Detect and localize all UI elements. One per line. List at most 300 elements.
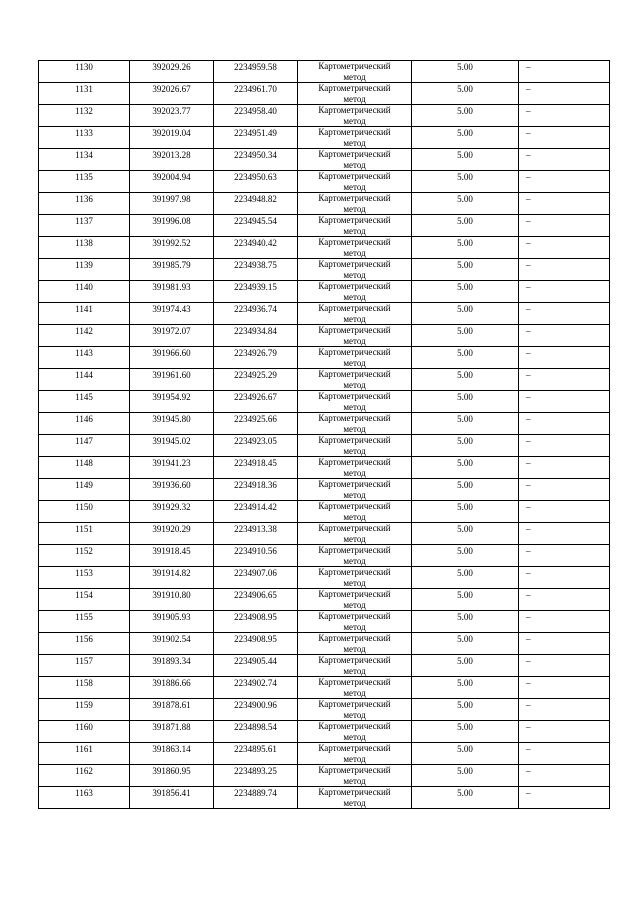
x-coordinate-cell xyxy=(130,149,214,171)
accuracy-cell xyxy=(412,479,519,501)
method-cell xyxy=(298,149,412,171)
note-value: – xyxy=(526,722,531,732)
method-line-2: метод xyxy=(343,203,366,214)
note-cell xyxy=(519,193,610,215)
x-coordinate-cell xyxy=(130,501,214,523)
x-coordinate: 392013.28 xyxy=(152,150,191,160)
x-coordinate: 392019.04 xyxy=(152,128,191,138)
x-coordinate: 391871.88 xyxy=(152,722,191,732)
method-cell xyxy=(298,523,412,545)
x-coordinate: 391920.29 xyxy=(152,524,191,534)
table-row xyxy=(39,149,610,171)
accuracy-value: 5.00 xyxy=(457,216,473,226)
table-row xyxy=(39,237,610,259)
method-line-2: метод xyxy=(343,423,366,434)
table-row xyxy=(39,501,610,523)
point-number: 1160 xyxy=(75,722,93,732)
method-line-2: метод xyxy=(343,599,366,610)
y-coordinate-cell xyxy=(214,523,298,545)
accuracy-value: 5.00 xyxy=(457,546,473,556)
table-row xyxy=(39,391,610,413)
y-coordinate: 2234893.25 xyxy=(234,766,277,776)
y-coordinate-cell xyxy=(214,655,298,677)
table-row xyxy=(39,127,610,149)
method-line-1: Картометрический xyxy=(318,523,391,533)
accuracy-cell xyxy=(412,237,519,259)
point-number-cell xyxy=(39,171,130,193)
point-number: 1154 xyxy=(75,590,93,600)
method-line-1: Картометрический xyxy=(318,699,391,709)
method-line-2: метод xyxy=(343,753,366,764)
accuracy-cell xyxy=(412,655,519,677)
note-value: – xyxy=(526,634,531,644)
accuracy-value: 5.00 xyxy=(457,106,473,116)
coordinates-table-body xyxy=(39,61,610,809)
note-value: – xyxy=(526,238,531,248)
method-line-1: Картометрический xyxy=(318,743,391,753)
point-number: 1148 xyxy=(75,458,93,468)
note-value: – xyxy=(526,458,531,468)
y-coordinate: 2234910.56 xyxy=(234,546,277,556)
x-coordinate: 391893.34 xyxy=(152,656,191,666)
table-row xyxy=(39,171,610,193)
accuracy-value: 5.00 xyxy=(457,568,473,578)
y-coordinate-cell xyxy=(214,281,298,303)
y-coordinate: 2234938.75 xyxy=(234,260,277,270)
y-coordinate-cell xyxy=(214,193,298,215)
point-number: 1145 xyxy=(75,392,93,402)
method-cell xyxy=(298,61,412,83)
x-coordinate: 391929.32 xyxy=(152,502,191,512)
x-coordinate-cell xyxy=(130,215,214,237)
note-cell xyxy=(519,589,610,611)
method-cell xyxy=(298,633,412,655)
note-cell xyxy=(519,347,610,369)
y-coordinate-cell xyxy=(214,479,298,501)
accuracy-value: 5.00 xyxy=(457,722,473,732)
note-cell xyxy=(519,259,610,281)
accuracy-cell xyxy=(412,281,519,303)
note-cell xyxy=(519,479,610,501)
x-coordinate: 391945.80 xyxy=(152,414,191,424)
y-coordinate-cell xyxy=(214,61,298,83)
note-cell xyxy=(519,457,610,479)
point-number-cell xyxy=(39,61,130,83)
method-cell xyxy=(298,479,412,501)
x-coordinate: 391966.60 xyxy=(152,348,191,358)
point-number: 1155 xyxy=(75,612,93,622)
method-cell xyxy=(298,655,412,677)
x-coordinate-cell xyxy=(130,413,214,435)
method-line-1: Картометрический xyxy=(318,127,391,137)
point-number: 1152 xyxy=(75,546,93,556)
accuracy-value: 5.00 xyxy=(457,524,473,534)
note-cell xyxy=(519,545,610,567)
y-coordinate-cell xyxy=(214,677,298,699)
method-line-1: Картометрический xyxy=(318,303,391,313)
point-number: 1162 xyxy=(75,766,93,776)
y-coordinate: 2234961.70 xyxy=(234,84,277,94)
method-line-1: Картометрический xyxy=(318,457,391,467)
point-number-cell xyxy=(39,501,130,523)
accuracy-value: 5.00 xyxy=(457,326,473,336)
accuracy-value: 5.00 xyxy=(457,458,473,468)
y-coordinate: 2234958.40 xyxy=(234,106,277,116)
y-coordinate-cell xyxy=(214,325,298,347)
point-number-cell xyxy=(39,237,130,259)
note-value: – xyxy=(526,370,531,380)
method-line-2: метод xyxy=(343,137,366,148)
note-cell xyxy=(519,215,610,237)
point-number-cell xyxy=(39,303,130,325)
note-value: – xyxy=(526,612,531,622)
point-number: 1158 xyxy=(75,678,93,688)
accuracy-cell xyxy=(412,193,519,215)
note-value: – xyxy=(526,436,531,446)
x-coordinate: 391992.52 xyxy=(152,238,191,248)
x-coordinate: 392004.94 xyxy=(152,172,191,182)
accuracy-value: 5.00 xyxy=(457,150,473,160)
table-row xyxy=(39,677,610,699)
x-coordinate-cell xyxy=(130,347,214,369)
table-row xyxy=(39,699,610,721)
table-row xyxy=(39,105,610,127)
point-number-cell xyxy=(39,655,130,677)
note-value: – xyxy=(526,150,531,160)
method-line-2: метод xyxy=(343,335,366,346)
method-line-2: метод xyxy=(343,379,366,390)
method-line-1: Картометрический xyxy=(318,83,391,93)
method-line-1: Картометрический xyxy=(318,721,391,731)
x-coordinate-cell xyxy=(130,281,214,303)
y-coordinate: 2234898.54 xyxy=(234,722,277,732)
x-coordinate: 391941.23 xyxy=(152,458,191,468)
point-number-cell xyxy=(39,479,130,501)
accuracy-value: 5.00 xyxy=(457,172,473,182)
x-coordinate-cell xyxy=(130,787,214,809)
y-coordinate: 2234918.45 xyxy=(234,458,277,468)
point-number: 1136 xyxy=(75,194,93,204)
point-number: 1151 xyxy=(75,524,93,534)
method-line-2: метод xyxy=(343,709,366,720)
note-cell xyxy=(519,325,610,347)
method-line-1: Картометрический xyxy=(318,105,391,115)
accuracy-value: 5.00 xyxy=(457,348,473,358)
x-coordinate: 391954.92 xyxy=(152,392,191,402)
method-line-2: метод xyxy=(343,291,366,302)
note-cell xyxy=(519,765,610,787)
note-cell xyxy=(519,611,610,633)
accuracy-value: 5.00 xyxy=(457,260,473,270)
accuracy-cell xyxy=(412,721,519,743)
y-coordinate-cell xyxy=(214,699,298,721)
note-cell xyxy=(519,655,610,677)
method-line-1: Картометрический xyxy=(318,479,391,489)
method-line-2: метод xyxy=(343,533,366,544)
point-number-cell xyxy=(39,787,130,809)
accuracy-cell xyxy=(412,611,519,633)
point-number: 1133 xyxy=(75,128,93,138)
point-number: 1134 xyxy=(75,150,93,160)
method-cell xyxy=(298,457,412,479)
accuracy-value: 5.00 xyxy=(457,744,473,754)
note-cell xyxy=(519,567,610,589)
method-cell xyxy=(298,127,412,149)
note-value: – xyxy=(526,62,531,72)
x-coordinate: 391878.61 xyxy=(152,700,191,710)
accuracy-cell xyxy=(412,105,519,127)
point-number-cell xyxy=(39,699,130,721)
y-coordinate: 2234902.74 xyxy=(234,678,277,688)
method-line-1: Картометрический xyxy=(318,501,391,511)
accuracy-cell xyxy=(412,787,519,809)
y-coordinate: 2234936.74 xyxy=(234,304,277,314)
accuracy-value: 5.00 xyxy=(457,766,473,776)
method-line-1: Картометрический xyxy=(318,215,391,225)
x-coordinate-cell xyxy=(130,83,214,105)
y-coordinate: 2234939.15 xyxy=(234,282,277,292)
accuracy-value: 5.00 xyxy=(457,788,473,798)
note-value: – xyxy=(526,766,531,776)
method-cell xyxy=(298,721,412,743)
note-value: – xyxy=(526,348,531,358)
method-line-2: метод xyxy=(343,511,366,522)
note-cell xyxy=(519,523,610,545)
method-line-2: метод xyxy=(343,489,366,500)
accuracy-cell xyxy=(412,303,519,325)
accuracy-value: 5.00 xyxy=(457,194,473,204)
note-value: – xyxy=(526,480,531,490)
note-value: – xyxy=(526,84,531,94)
table-row xyxy=(39,589,610,611)
table-row xyxy=(39,567,610,589)
method-line-1: Картометрический xyxy=(318,765,391,775)
method-cell xyxy=(298,281,412,303)
accuracy-cell xyxy=(412,457,519,479)
method-line-2: метод xyxy=(343,467,366,478)
x-coordinate-cell xyxy=(130,589,214,611)
point-number: 1161 xyxy=(75,744,93,754)
table-row xyxy=(39,61,610,83)
point-number-cell xyxy=(39,325,130,347)
method-cell xyxy=(298,611,412,633)
table-row xyxy=(39,281,610,303)
note-cell xyxy=(519,83,610,105)
table-row xyxy=(39,633,610,655)
x-coordinate: 391863.14 xyxy=(152,744,191,754)
method-line-2: метод xyxy=(343,115,366,126)
y-coordinate: 2234914.42 xyxy=(234,502,277,512)
note-value: – xyxy=(526,216,531,226)
table-row xyxy=(39,83,610,105)
accuracy-cell xyxy=(412,391,519,413)
x-coordinate: 391905.93 xyxy=(152,612,191,622)
accuracy-cell xyxy=(412,633,519,655)
accuracy-value: 5.00 xyxy=(457,282,473,292)
note-value: – xyxy=(526,282,531,292)
accuracy-cell xyxy=(412,765,519,787)
method-line-2: метод xyxy=(343,247,366,258)
y-coordinate-cell xyxy=(214,127,298,149)
y-coordinate-cell xyxy=(214,171,298,193)
y-coordinate-cell xyxy=(214,83,298,105)
y-coordinate: 2234926.67 xyxy=(234,392,277,402)
point-number: 1159 xyxy=(75,700,93,710)
method-line-2: метод xyxy=(343,687,366,698)
method-line-2: метод xyxy=(343,731,366,742)
y-coordinate-cell xyxy=(214,237,298,259)
method-line-1: Картометрический xyxy=(318,413,391,423)
method-line-2: метод xyxy=(343,357,366,368)
point-number-cell xyxy=(39,193,130,215)
accuracy-cell xyxy=(412,325,519,347)
point-number: 1149 xyxy=(75,480,93,490)
y-coordinate-cell xyxy=(214,149,298,171)
x-coordinate-cell xyxy=(130,765,214,787)
x-coordinate-cell xyxy=(130,567,214,589)
accuracy-value: 5.00 xyxy=(457,62,473,72)
x-coordinate-cell xyxy=(130,193,214,215)
point-number: 1143 xyxy=(75,348,93,358)
method-line-1: Картометрический xyxy=(318,677,391,687)
x-coordinate-cell xyxy=(130,523,214,545)
accuracy-cell xyxy=(412,589,519,611)
note-value: – xyxy=(526,568,531,578)
x-coordinate-cell xyxy=(130,457,214,479)
point-number-cell xyxy=(39,105,130,127)
method-line-1: Картометрический xyxy=(318,545,391,555)
y-coordinate: 2234925.66 xyxy=(234,414,277,424)
point-number: 1132 xyxy=(75,106,93,116)
point-number: 1130 xyxy=(75,62,93,72)
note-value: – xyxy=(526,502,531,512)
method-line-2: метод xyxy=(343,181,366,192)
y-coordinate: 2234908.95 xyxy=(234,612,277,622)
method-line-1: Картометрический xyxy=(318,567,391,577)
method-cell xyxy=(298,259,412,281)
y-coordinate: 2234923.05 xyxy=(234,436,277,446)
x-coordinate: 391985.79 xyxy=(152,260,191,270)
point-number-cell xyxy=(39,567,130,589)
y-coordinate: 2234948.82 xyxy=(234,194,277,204)
x-coordinate-cell xyxy=(130,633,214,655)
method-line-2: метод xyxy=(343,71,366,82)
point-number: 1137 xyxy=(75,216,93,226)
point-number-cell xyxy=(39,611,130,633)
method-cell xyxy=(298,699,412,721)
y-coordinate-cell xyxy=(214,567,298,589)
accuracy-cell xyxy=(412,347,519,369)
note-value: – xyxy=(526,128,531,138)
y-coordinate-cell xyxy=(214,765,298,787)
x-coordinate-cell xyxy=(130,105,214,127)
x-coordinate: 391945.02 xyxy=(152,436,191,446)
table-row xyxy=(39,325,610,347)
table-row xyxy=(39,545,610,567)
accuracy-cell xyxy=(412,83,519,105)
method-line-2: метод xyxy=(343,643,366,654)
method-cell xyxy=(298,83,412,105)
point-number-cell xyxy=(39,523,130,545)
method-cell xyxy=(298,589,412,611)
x-coordinate: 392029.26 xyxy=(152,62,191,72)
note-value: – xyxy=(526,744,531,754)
method-line-2: метод xyxy=(343,159,366,170)
point-number: 1163 xyxy=(75,788,93,798)
accuracy-cell xyxy=(412,259,519,281)
point-number: 1144 xyxy=(75,370,93,380)
note-cell xyxy=(519,721,610,743)
note-cell xyxy=(519,391,610,413)
note-value: – xyxy=(526,678,531,688)
table-row xyxy=(39,369,610,391)
method-line-1: Картометрический xyxy=(318,347,391,357)
x-coordinate-cell xyxy=(130,699,214,721)
accuracy-value: 5.00 xyxy=(457,370,473,380)
point-number: 1147 xyxy=(75,436,93,446)
x-coordinate-cell xyxy=(130,743,214,765)
point-number-cell xyxy=(39,677,130,699)
y-coordinate: 2234951.49 xyxy=(234,128,277,138)
method-cell xyxy=(298,347,412,369)
point-number-cell xyxy=(39,545,130,567)
y-coordinate-cell xyxy=(214,259,298,281)
table-row xyxy=(39,611,610,633)
table-row xyxy=(39,303,610,325)
y-coordinate: 2234905.44 xyxy=(234,656,277,666)
note-value: – xyxy=(526,414,531,424)
method-cell xyxy=(298,325,412,347)
point-number-cell xyxy=(39,391,130,413)
x-coordinate-cell xyxy=(130,61,214,83)
accuracy-value: 5.00 xyxy=(457,128,473,138)
accuracy-value: 5.00 xyxy=(457,634,473,644)
accuracy-value: 5.00 xyxy=(457,238,473,248)
x-coordinate-cell xyxy=(130,611,214,633)
y-coordinate: 2234934.84 xyxy=(234,326,277,336)
note-cell xyxy=(519,149,610,171)
method-line-2: метод xyxy=(343,665,366,676)
x-coordinate: 391981.93 xyxy=(152,282,191,292)
note-cell xyxy=(519,413,610,435)
x-coordinate-cell xyxy=(130,435,214,457)
y-coordinate-cell xyxy=(214,435,298,457)
method-line-1: Картометрический xyxy=(318,589,391,599)
y-coordinate-cell xyxy=(214,721,298,743)
x-coordinate: 391936.60 xyxy=(152,480,191,490)
point-number: 1142 xyxy=(75,326,93,336)
method-line-1: Картометрический xyxy=(318,655,391,665)
method-cell xyxy=(298,369,412,391)
x-coordinate-cell xyxy=(130,369,214,391)
note-cell xyxy=(519,127,610,149)
method-cell xyxy=(298,171,412,193)
y-coordinate: 2234925.29 xyxy=(234,370,277,380)
y-coordinate-cell xyxy=(214,501,298,523)
table-row xyxy=(39,655,610,677)
point-number-cell xyxy=(39,369,130,391)
note-value: – xyxy=(526,106,531,116)
table-row xyxy=(39,743,610,765)
x-coordinate-cell xyxy=(130,655,214,677)
point-number-cell xyxy=(39,765,130,787)
y-coordinate: 2234918.36 xyxy=(234,480,277,490)
table-row xyxy=(39,787,610,809)
x-coordinate-cell xyxy=(130,127,214,149)
method-line-2: метод xyxy=(343,225,366,236)
y-coordinate: 2234945.54 xyxy=(234,216,277,226)
y-coordinate-cell xyxy=(214,545,298,567)
